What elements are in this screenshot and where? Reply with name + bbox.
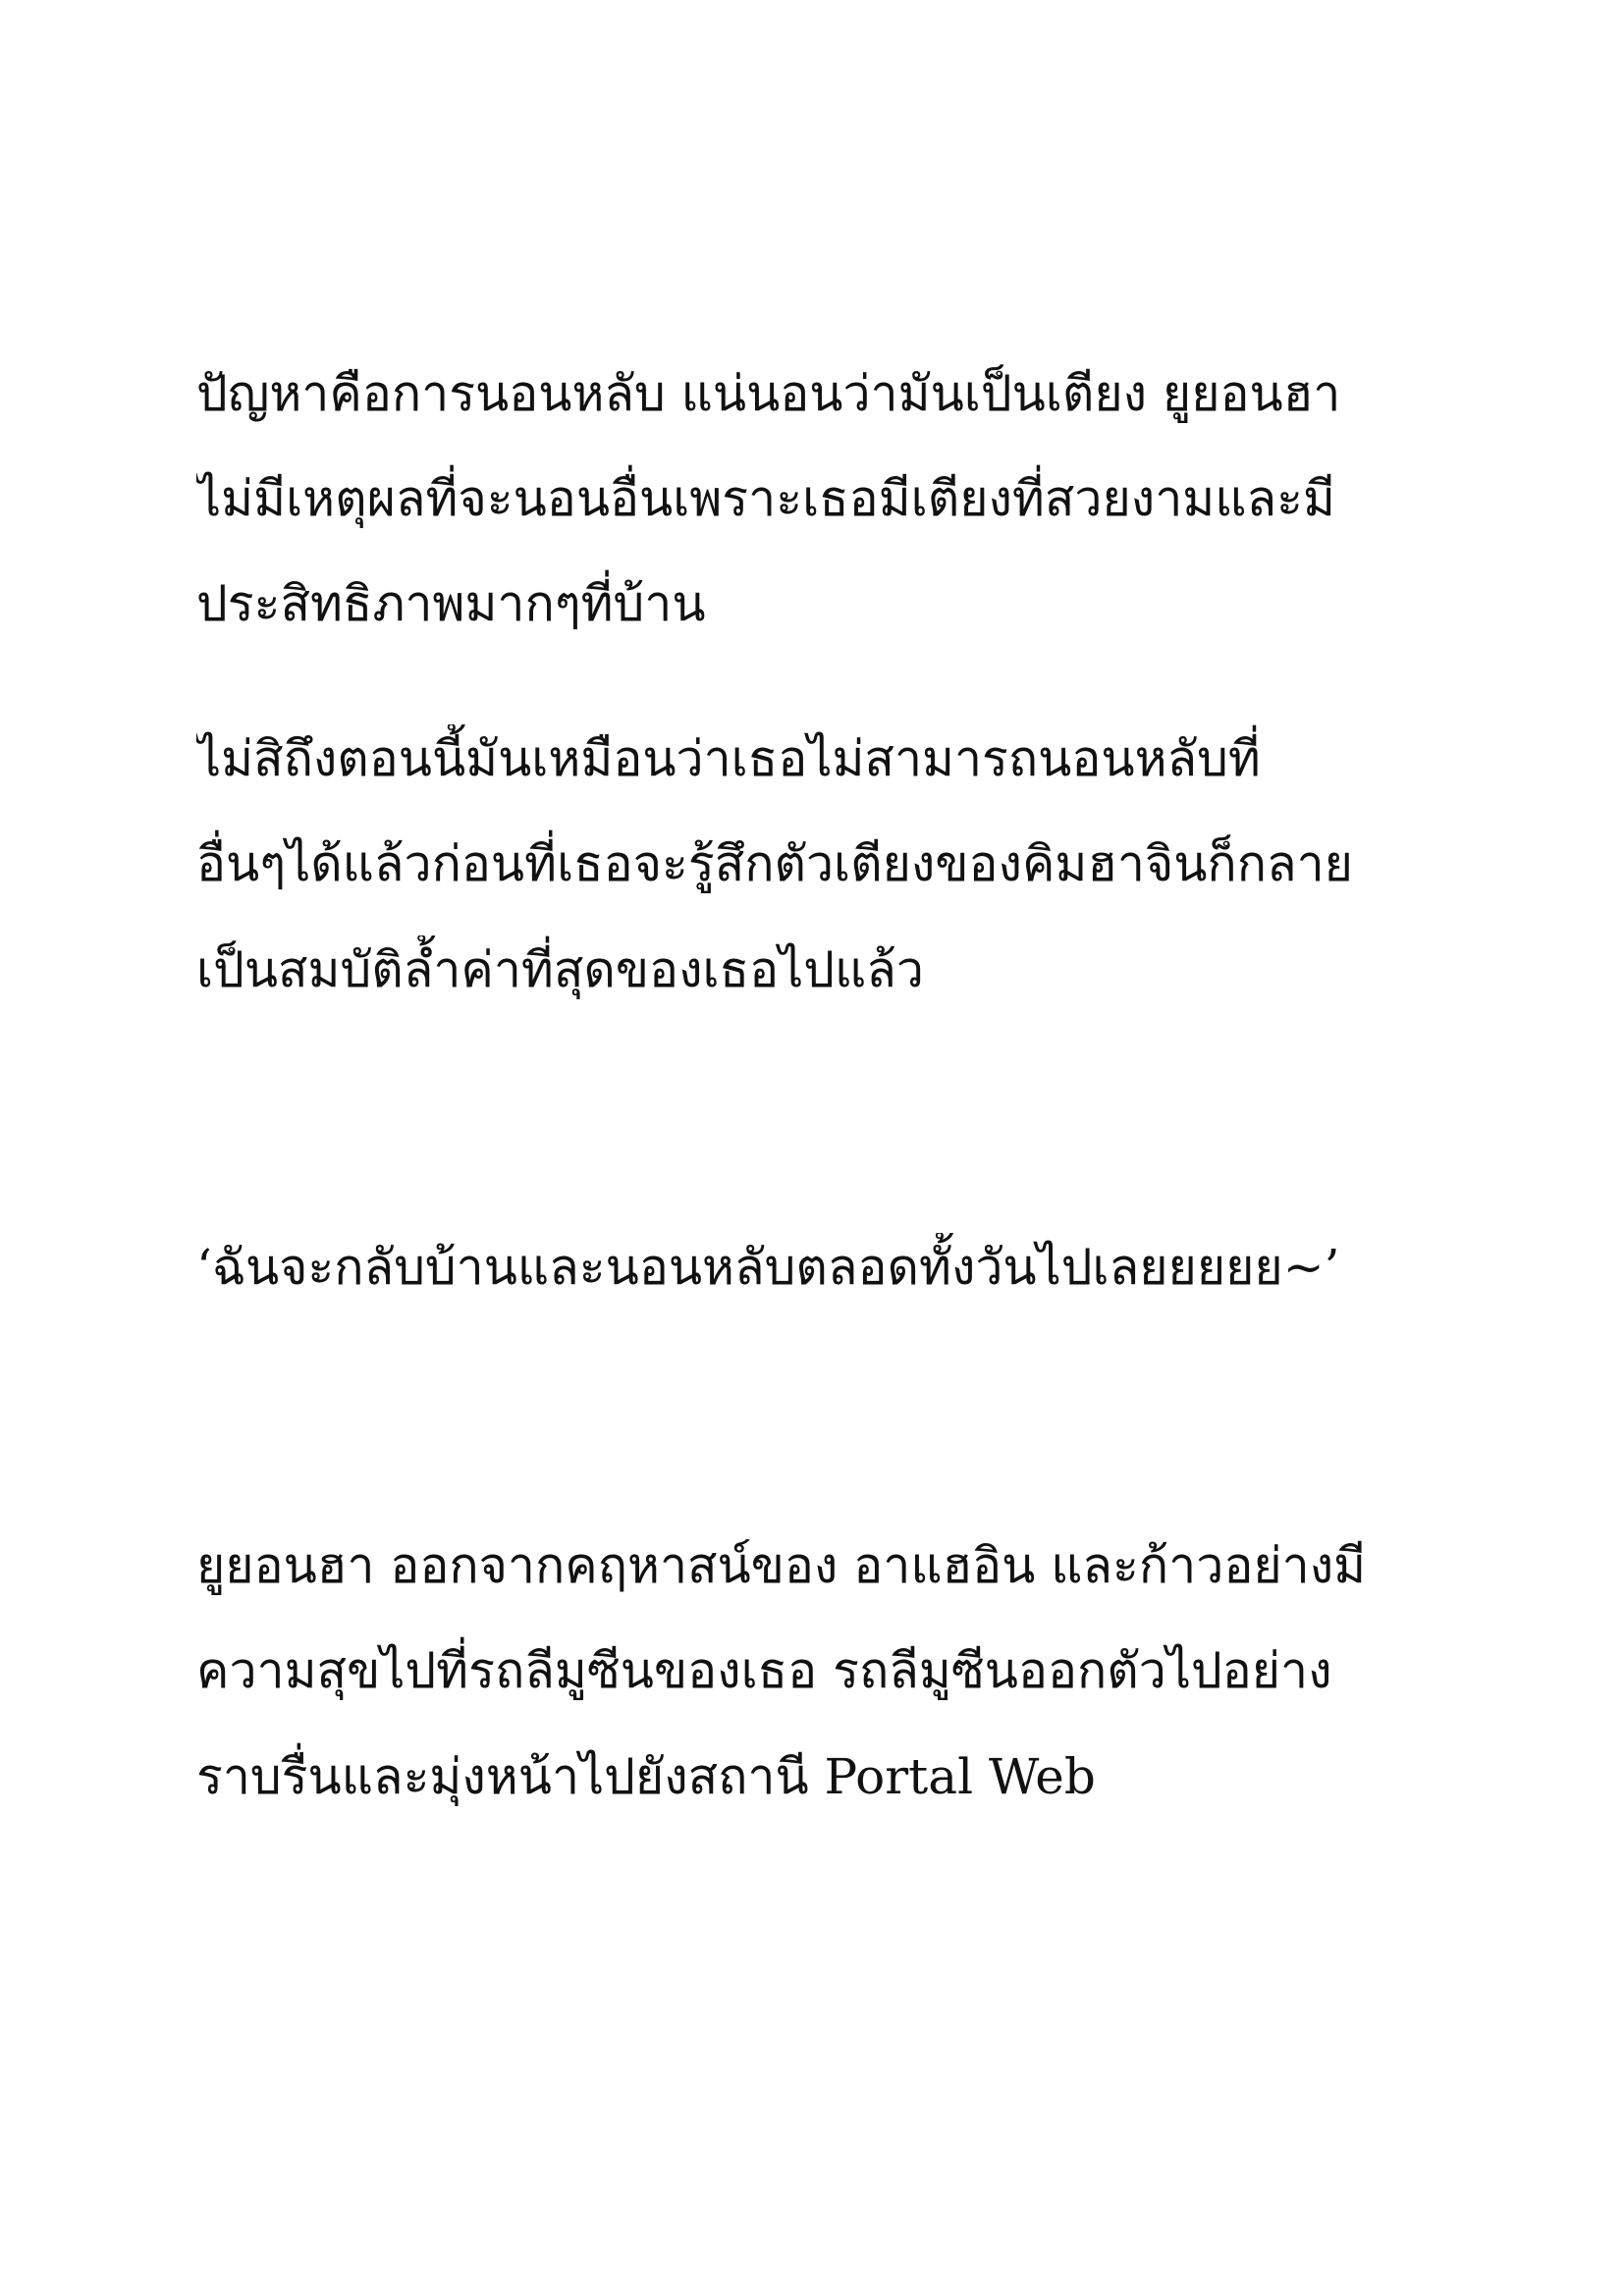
paragraph-3-line-1: ‘ฉันจะกลับบ้านและนอนหลับตลอดทั้งวันไปเลยยยยย~’ <box>196 1239 1340 1296</box>
paragraph-4-line-1: ยูยอนฮา ออกจากคฤหาสน์ของ อาแฮอิน และก้าวอย่างมี <box>196 1537 1367 1594</box>
paragraph-2-line-3: เป็นสมบัติล้ำค่าที่สุดของเธอไปแล้ว <box>196 941 924 998</box>
paragraph-1-line-3: ประสิทธิภาพมากๆที่บ้าน <box>196 575 706 632</box>
paragraph-1-line-2: ไม่มีเหตุผลที่จะนอนอื่นเพราะเธอมีเตียงที่สวยงามและมี <box>196 470 1335 527</box>
paragraph-2-line-1: ไม่สิถึงตอนนี้มันเหมือนว่าเธอไม่สามารถนอนหลับที่ <box>196 730 1261 787</box>
paragraph-1-line-1: ปัญหาคือการนอนหลับ แน่นอนว่ามันเป็นเตียง ยูยอนฮา <box>196 365 1341 422</box>
paragraph-2-line-2: อื่นๆได้แล้วก่อนที่เธอจะรู้สึกตัวเตียงของคิมฮาจินก็กลาย <box>196 835 1353 892</box>
paragraph-4-line-3: ราบรื่นและมุ่งหน้าไปยังสถานี Portal Web <box>196 1748 1096 1805</box>
paragraph-4-line-2: ความสุขไปที่รถลีมูซีนของเธอ รถลีมูซีนออกตัวไปอย่าง <box>196 1642 1332 1699</box>
